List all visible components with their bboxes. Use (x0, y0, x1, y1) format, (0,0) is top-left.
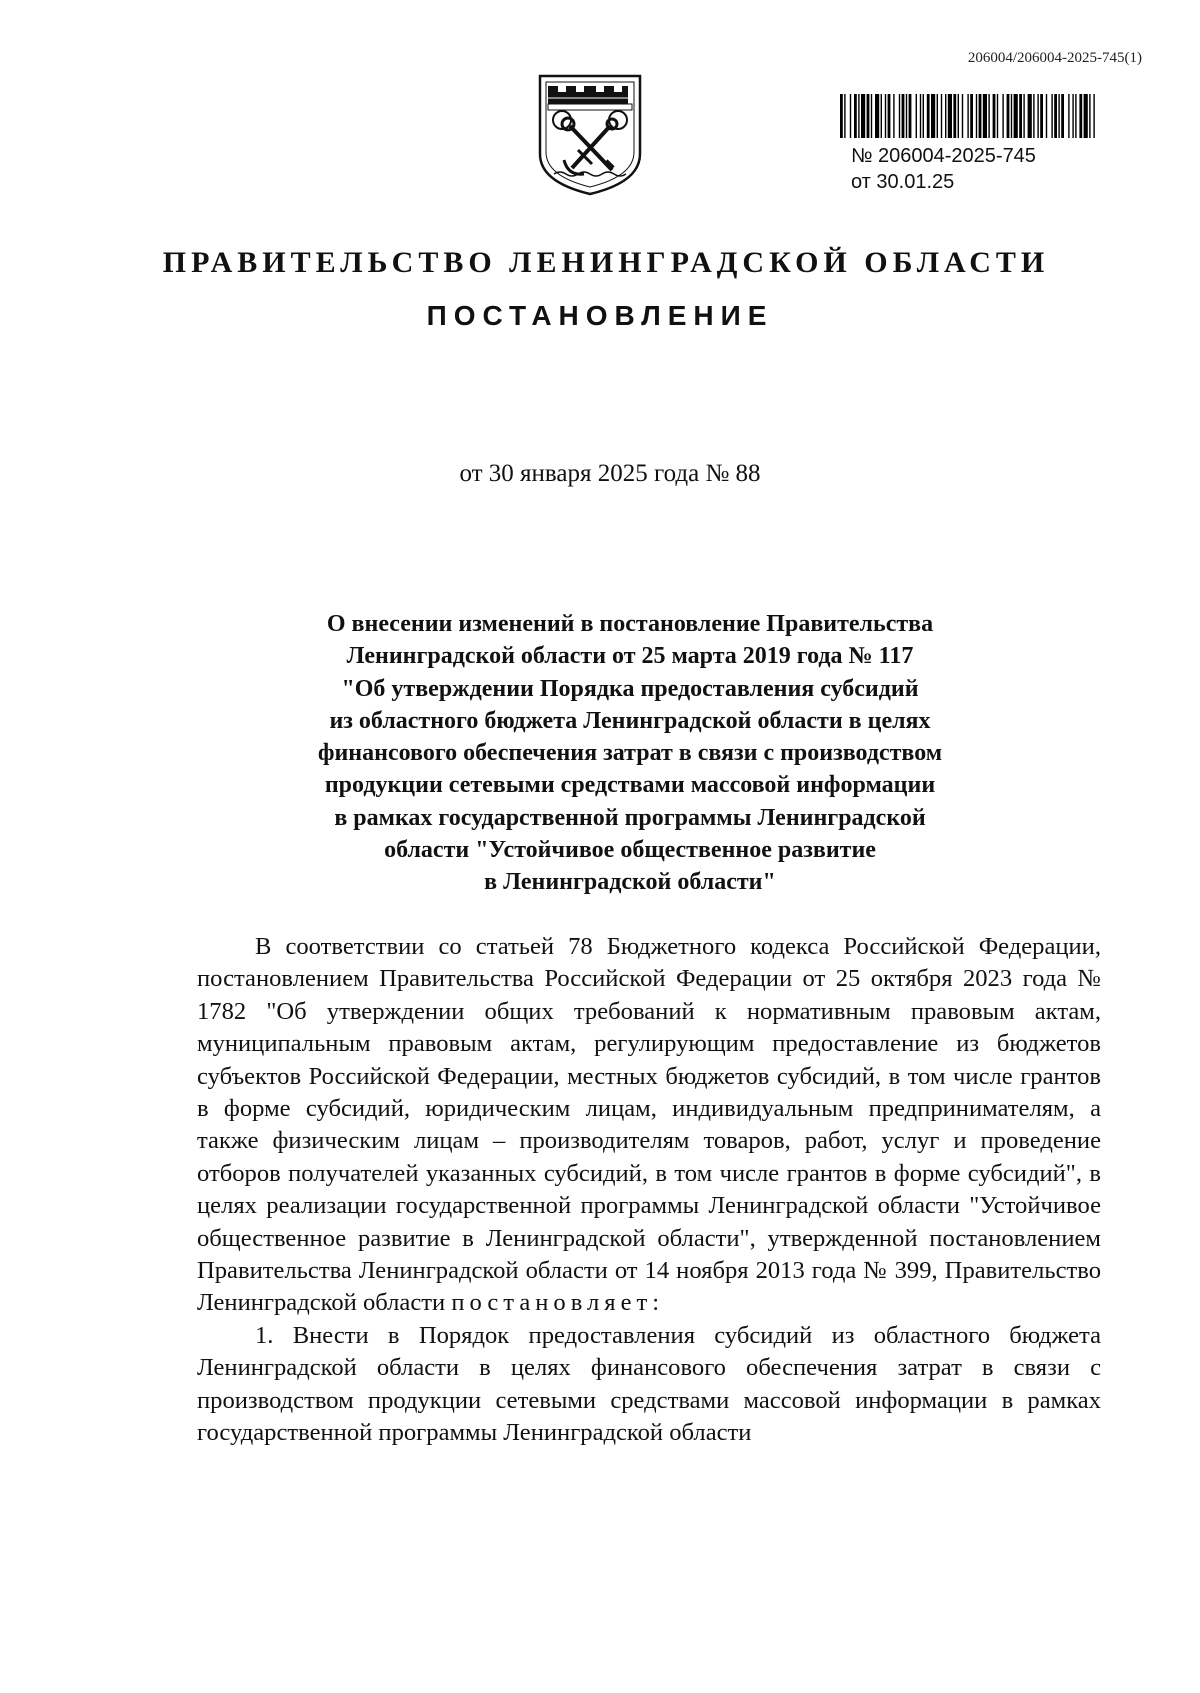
registration-date: от 30.01.25 (851, 171, 955, 193)
document-type: ПОСТАНОВЛЕНИЕ (426, 300, 774, 331)
paragraph-text: В соответствии со статьей 78 Бюджетного кодекса Российской Федерации, постановлением Правительства Российской Федерации от 25 октября 2023 года № 1782 "Об утверждении общих требований к нормативным правовым актам, муниципальным правовым актам, регулирующим предоставление из бюджетов субъектов Российской Федерации, местных бюджетов субсидий, в том числе грантов в форме субсидий, юридическим лицам, индивидуальным предпринимателям, а также физическим лицам – производителям товаров, работ, услуг и проведение отборов получателей указанных субсидий, в том числе грантов в форме субсидий", в целях реализации государственной программы Ленинградской области "Устойчивое общественное развитие в Ленинградской области", утвержденной постановлением Правительства Ленинградской области от 14 ноября 2013 года № 399, Правительство Ленинградской области (197, 933, 1101, 1317)
document-id: 206004/206004-2025-745(1) (967, 50, 1142, 66)
subject-line: в Ленинградской области" (484, 869, 776, 896)
subject-line: финансового обеспечения затрат в связи с производством (317, 740, 943, 767)
subject-line: Ленинградской области от 25 марта 2019 года № 117 (346, 643, 914, 670)
government-title: ПРАВИТЕЛЬСТВО ЛЕНИНГРАДСКОЙ ОБЛАСТИ (162, 246, 1050, 279)
document-date-number: от 30 января 2025 года № 88 (459, 460, 761, 487)
registration-number: № 206004-2025-745 (851, 145, 1036, 167)
subject-line: "Об утверждении Порядка предоставления субсидий (341, 675, 919, 702)
body-paragraph: 1. Внести в Порядок предоставления субсидий из областного бюджета Ленинградской области в целях финансового обеспечения затрат в связи с производством продукции сетевыми средствами массовой информации в рамках государственной программы Ленинградской области (197, 1321, 1101, 1447)
subject-line: О внесении изменений в постановление Правительства (326, 611, 934, 637)
subject-line: из областного бюджета Ленинградской области в целях (329, 707, 931, 734)
document-body (197, 931, 1101, 1450)
coat-of-arms-icon (534, 70, 646, 198)
subject-line: продукции сетевыми средствами массовой информации (324, 772, 936, 799)
subject-line: в рамках государственной программы Ленинградской (334, 804, 926, 831)
subject-line: области "Устойчивое общественное развитие (384, 837, 876, 864)
body-paragraph (197, 931, 1101, 1320)
resolution-verb: постановляет: (451, 1289, 665, 1317)
document-subject (200, 608, 1060, 899)
registration-stamp (851, 143, 1036, 195)
barcode-icon (840, 94, 1096, 138)
